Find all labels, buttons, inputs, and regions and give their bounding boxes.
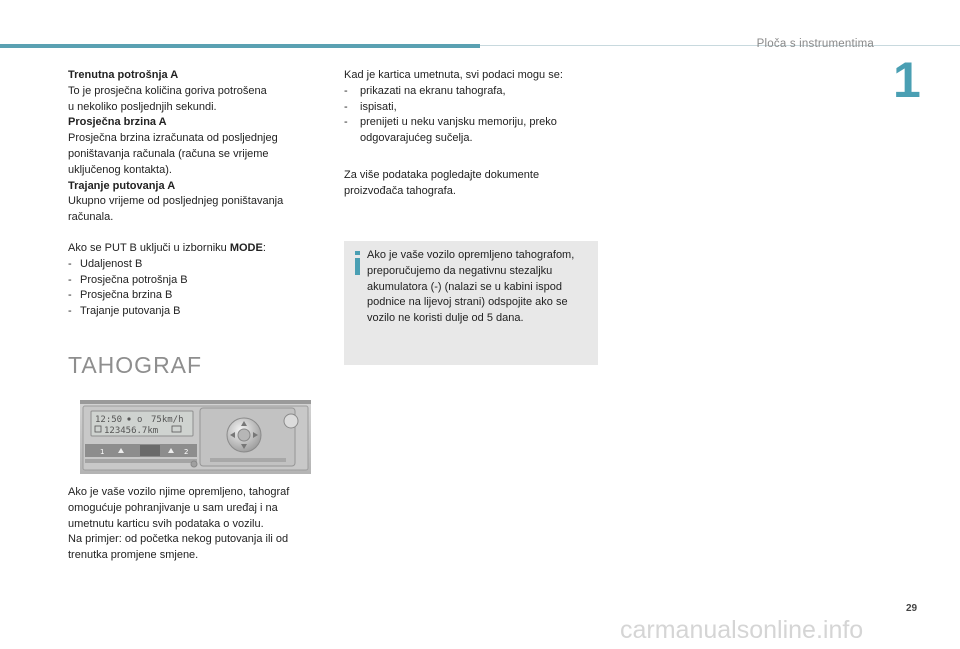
list-item: - Prosječna brzina B	[68, 288, 318, 304]
mode-keyword: MODE	[229, 241, 263, 254]
paragraph-line: podnice na lijevoj strani) odspojite ako se	[367, 296, 568, 309]
paragraph-heading: Trajanje putovanja A	[68, 179, 176, 192]
tacho-time: 12:50	[95, 415, 123, 425]
paragraph-line: Za više podataka pogledajte dokumente	[344, 168, 540, 181]
tacho-speed: 75km/h	[151, 415, 184, 425]
info-note-box	[344, 241, 598, 365]
chapter-number: 1	[893, 52, 921, 108]
paragraph-line: Ako je vaše vozilo njime opremljeno, tahograf	[68, 486, 290, 498]
paragraph-line: uključenog kontakta).	[68, 163, 172, 176]
header-accent-bar	[0, 44, 480, 48]
section-title: TAHOGRAF	[68, 352, 203, 378]
right-column	[344, 68, 604, 200]
paragraph-line: Prosječna brzina izračunata od posljednjeg	[68, 132, 278, 145]
list-item: - Trajanje putovanja B	[68, 304, 318, 320]
svg-text:2: 2	[184, 448, 189, 456]
paragraph-line: računala.	[68, 211, 114, 224]
mode-sentence	[68, 241, 318, 257]
left-column	[68, 68, 318, 320]
list-item: - prenijeti u neku vanjsku memoriju, preko	[344, 115, 604, 131]
tachograph-illustration	[80, 400, 311, 474]
paragraph-line: proizvođača tahografa.	[344, 184, 456, 197]
paragraph-line: Na primjer: od početka nekog putovanja ili od	[68, 533, 289, 546]
list-item: - Udaljenost B	[68, 257, 318, 273]
mode-prefix-text: Ako se PUT B uključi u izborniku	[68, 241, 230, 254]
paragraph-line: omogućuje pohranjivanje u sam uređaj i na	[68, 501, 278, 514]
info-note-text	[367, 248, 593, 327]
svg-text:o: o	[137, 415, 143, 425]
header-divider-line	[480, 45, 960, 46]
paragraph-line: To je prosječna količina goriva potrošena	[68, 84, 267, 97]
tachograph-description	[68, 485, 322, 564]
chapter-title: Ploča s instrumentima	[756, 38, 874, 50]
watermark-text: carmanualsonline.info	[620, 616, 864, 644]
paragraph-line: Ukupno vrijeme od posljednjeg poništavanja	[68, 195, 284, 208]
paragraph-heading: Trenutna potrošnja A	[68, 69, 179, 81]
paragraph-line: u nekoliko posljednjih sekundi.	[68, 100, 217, 113]
list-item: - prikazati na ekranu tahografa,	[344, 84, 604, 100]
paragraph-line: poništavanja računala (računa se vrijeme	[68, 147, 269, 160]
paragraph-line: trenutka promjene smjene.	[68, 549, 199, 562]
tacho-odometer: 123456.7km	[104, 426, 159, 436]
page-number: 29	[906, 603, 918, 614]
paragraph-line: Kad je kartica umetnuta, svi podaci mogu se:	[344, 69, 563, 81]
svg-text:1: 1	[100, 448, 105, 456]
list-item: - Prosječna potrošnja B	[68, 273, 318, 289]
paragraph-line: umetnutu karticu svih podataka o vozilu.	[68, 517, 264, 530]
paragraph-line: preporučujemo da negativnu stezaljku	[367, 264, 553, 277]
list-item: - ispisati,	[344, 100, 604, 116]
mode-suffix-text: :	[262, 241, 266, 254]
list-item-continuation: odgovarajućeg sučelja.	[360, 132, 473, 145]
paragraph-line: Ako je vaše vozilo opremljeno tahografom,	[367, 249, 575, 261]
paragraph-line: vozilo ne koristi dulje od 5 dana.	[367, 312, 524, 325]
paragraph-line: akumulatora (-) (nalazi se u kabini ispod	[367, 280, 563, 293]
paragraph-heading: Prosječna brzina A	[68, 116, 167, 129]
info-icon	[352, 251, 364, 277]
